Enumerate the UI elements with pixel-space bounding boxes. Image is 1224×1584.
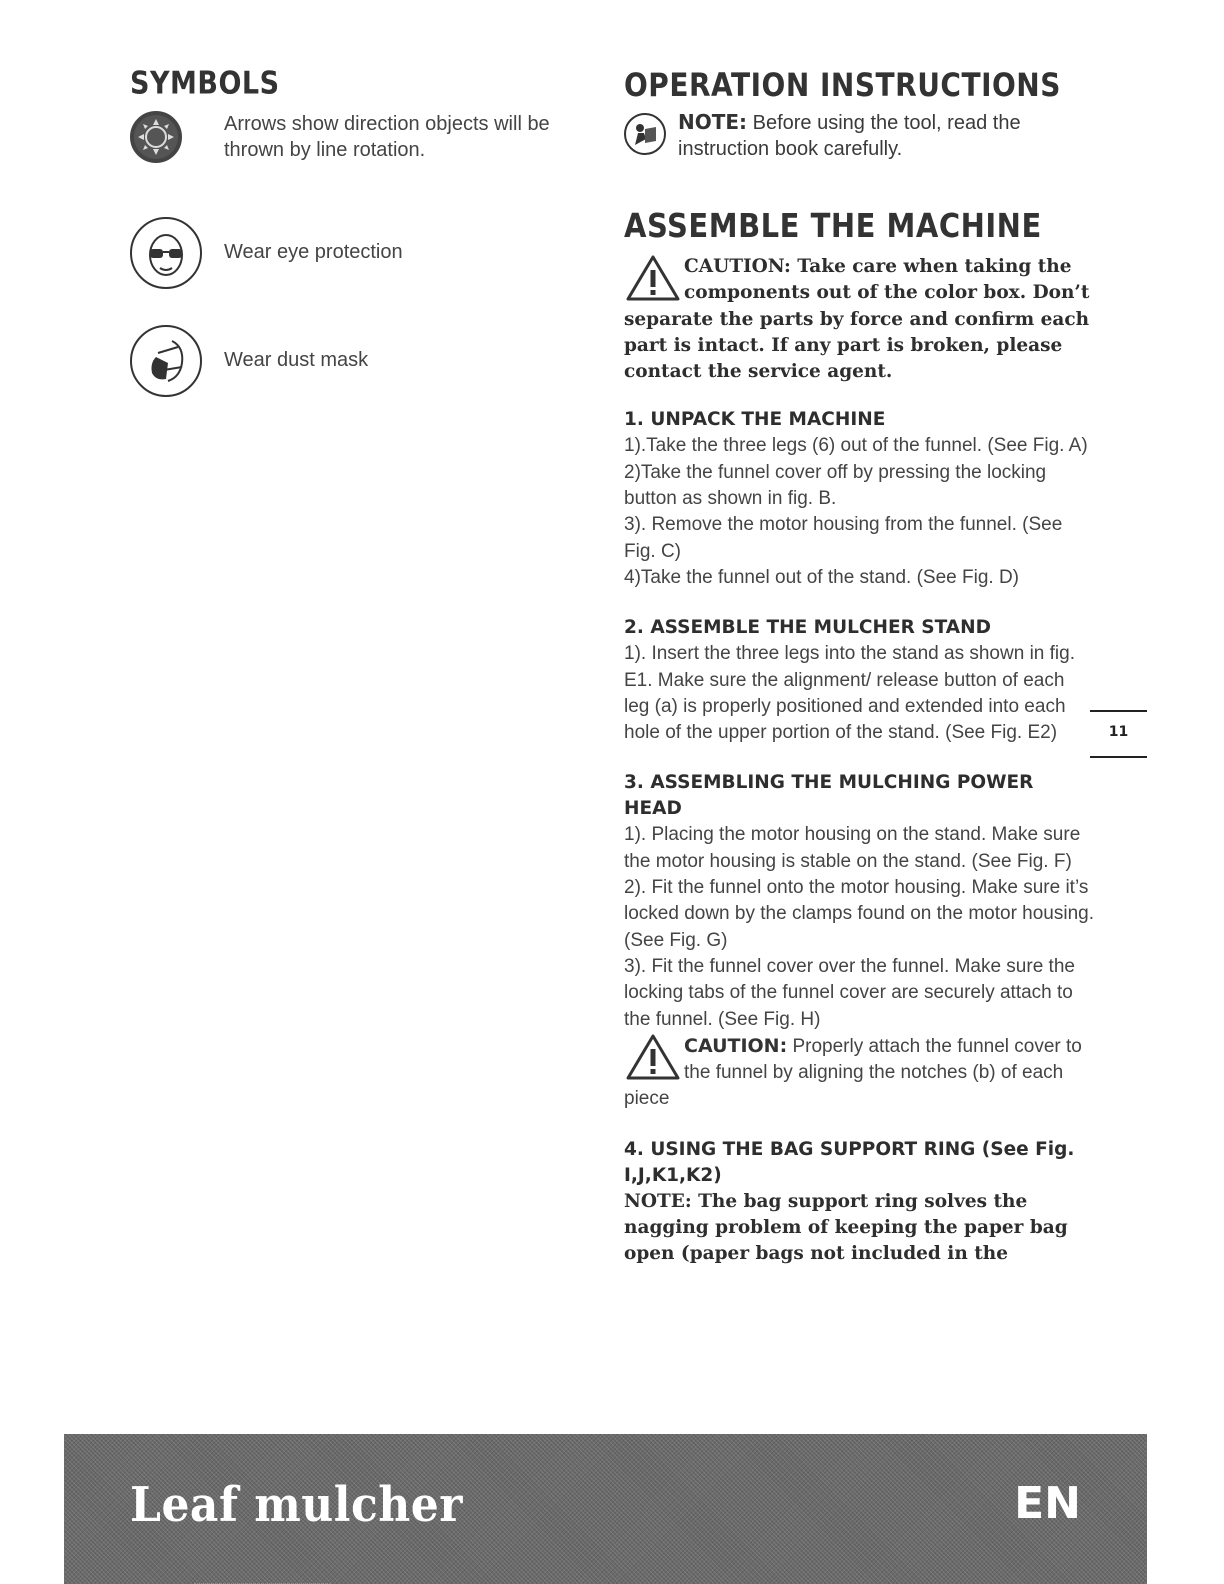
section-stand-steps [624,641,1094,746]
eye-protection-text: Wear eye protection [224,241,403,263]
thrown-objects-text: Arrows show direction objects will be thrown by line rotation. [224,113,550,161]
operation-heading: OPERATION INSTRUCTIONS [624,66,1061,104]
operation-note [624,109,1094,162]
power-head-step-1: 1). Placing the motor housing on the stand. Make sure the motor housing is stable on the stand. (See Fig. F) [624,824,1081,872]
section-bag-ring-title: 4. USING THE BAG SUPPORT RING (See Fig. I,J,K1,K2) [624,1138,1075,1186]
dust-mask-icon [130,325,202,397]
symbol-row-thrown-objects [130,111,600,163]
note-label: NOTE: [678,110,748,134]
thrown-objects-icon [130,111,182,163]
power-head-caution [624,1033,1094,1113]
unpack-step-3: 3). Remove the motor housing from the funnel. (See Fig. C) [624,514,1063,562]
symbol-row-eye-protection [130,217,600,289]
section-stand-title: 2. ASSEMBLE THE MULCHER STAND [624,617,991,639]
bag-ring-note: NOTE: The bag support ring solves the nagging problem of keeping the paper bag open (paper bags not included in the [624,1190,1068,1265]
note-body: Before using the tool, read the instruction book carefully. [678,112,1021,160]
unpack-step-2: 2)Take the funnel cover off by pressing the locking button as shown in fig. B. [624,461,1047,510]
symbols-heading: SYMBOLS [130,66,280,102]
footer-band [64,1434,1147,1584]
section-power-head-steps [624,822,1094,1032]
operation-note-text [678,109,1094,162]
read-manual-icon [624,113,666,155]
unpack-step-1: 1).Take the three legs (6) out of the funnel. (See Fig. A) [624,435,1088,457]
section-power-head-title: 3. ASSEMBLING THE MULCHING POWER HEAD [624,772,1034,820]
page-number: 11 [1090,710,1147,758]
caution-triangle-icon [624,1033,682,1081]
symbols-column [130,66,600,397]
eye-protection-icon [130,217,202,289]
dust-mask-text: Wear dust mask [224,349,369,371]
operation-column [624,66,1094,1268]
power-head-step-2: 2). Fit the funnel onto the motor housing. Make sure it’s locked down by the clamps found on the motor housing. (See Fig. G) [624,877,1095,951]
stand-step-1: 1). Insert the three legs into the stand as shown in fig. E1. Make sure the alignment/ release button of each leg (a) is properly positioned and extended into each hole of the upper portion of the stand. (See Fig. E2) [624,643,1075,744]
footer-title: Leaf mulcher [130,1478,463,1534]
section-unpack-title: 1. UNPACK THE MACHINE [624,409,886,431]
assemble-caution [624,254,1094,385]
symbol-row-dust-mask [130,325,600,397]
power-head-caution-label: CAUTION: [684,1034,788,1057]
footer-language: EN [1014,1478,1081,1529]
unpack-step-4: 4)Take the funnel out of the stand. (See Fig. D) [624,566,1020,588]
power-head-step-3: 3). Fit the funnel cover over the funnel. Make sure the locking tabs of the funnel cover are securely attach to the funnel. (See Fig. H) [624,955,1075,1030]
power-head-caution-text: Properly attach the funnel cover to the funnel by aligning the notches (b) of each piece [624,1035,1082,1110]
assemble-caution-text: CAUTION: Take care when taking the components out of the color box. Don’t separate the parts by force and confirm each part is intact. If any part is broken, please contact the service agent. [624,256,1090,383]
section-unpack-steps [624,433,1094,591]
assemble-heading: ASSEMBLE THE MACHINE [624,206,1042,246]
caution-triangle-icon [624,254,682,302]
